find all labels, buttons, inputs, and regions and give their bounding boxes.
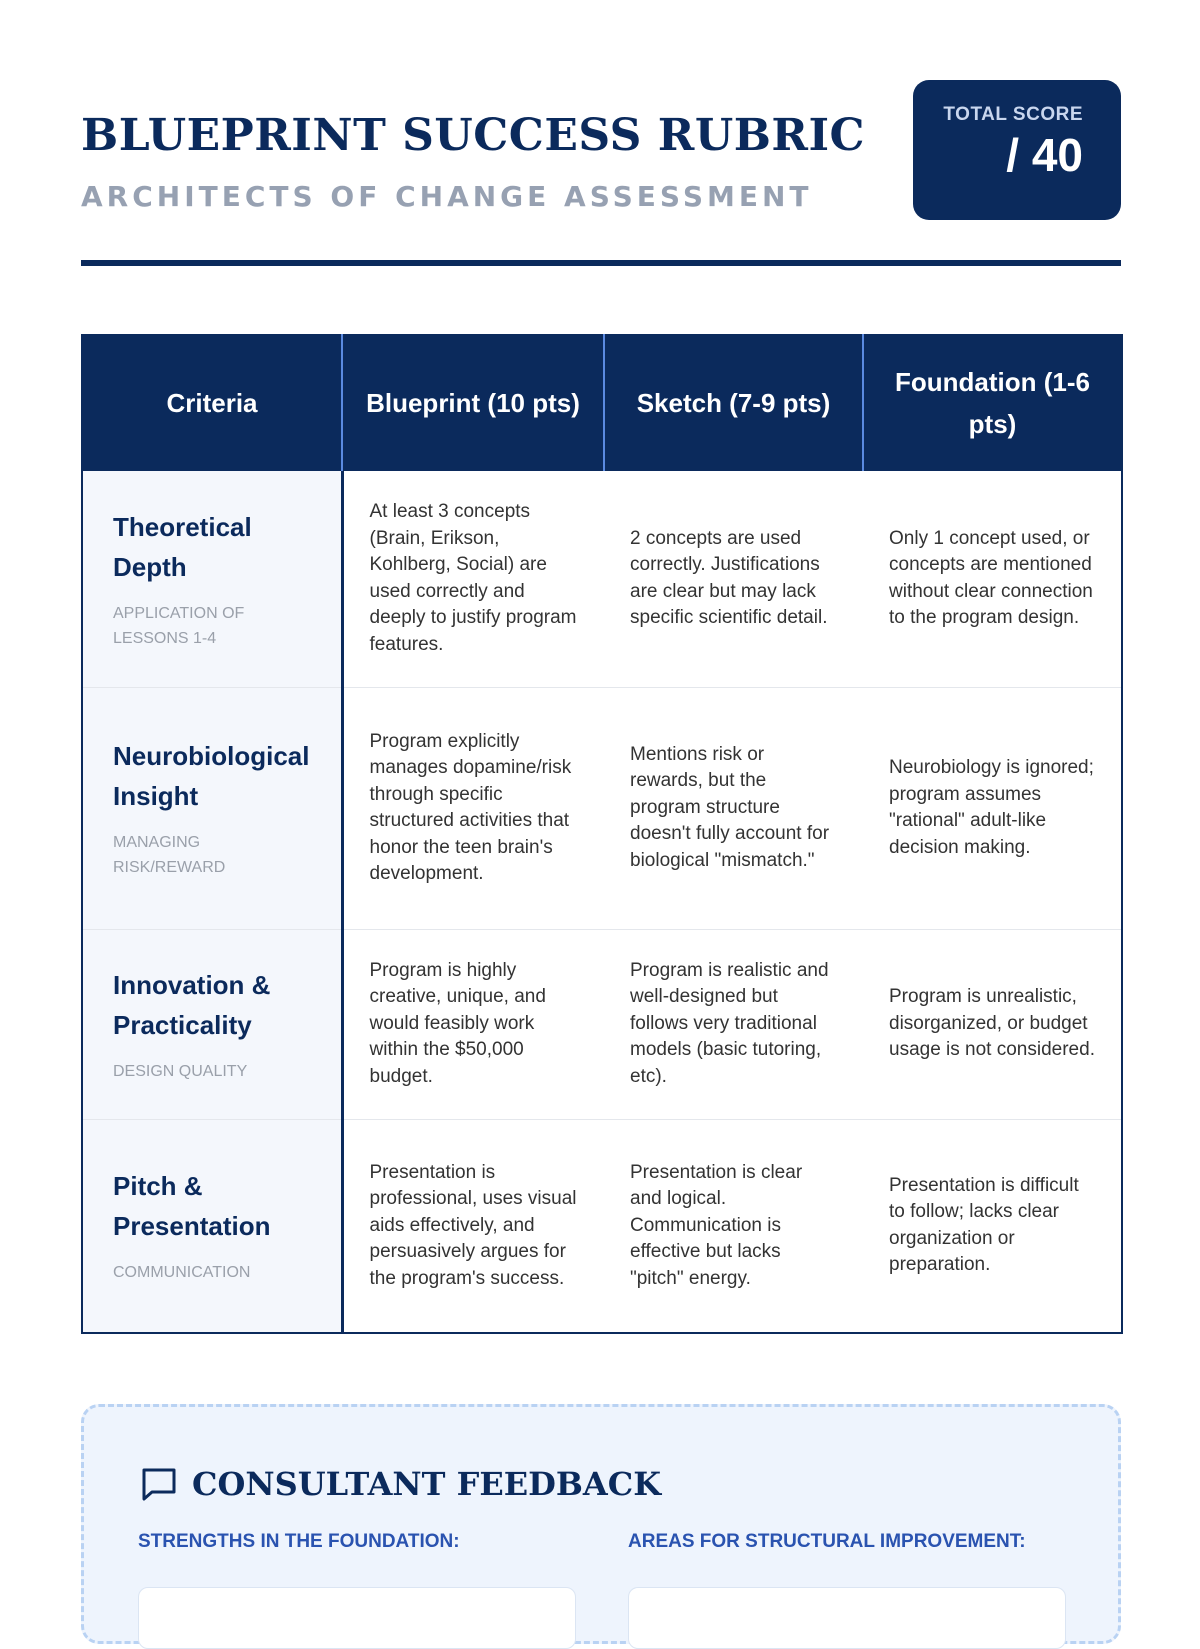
criteria-subtitle: APPLICATION OF LESSONS 1-4 [113,604,245,647]
table-row [82,929,1122,1119]
rubric-table [81,334,1123,1334]
header-blueprint: Blueprint (10 pts) [342,335,604,471]
rubric-page [81,0,1121,1552]
feedback-title: CONSULTANT FEEDBACK [192,1465,661,1503]
criteria-subtitle: COMMUNICATION [113,1264,251,1282]
sketch-cell: Mentions risk or rewards, but the program structure doesn't fully account for biological "mismatch." [604,687,863,929]
criteria-title: Neurobiological Insight [113,741,310,811]
strengths-label: STRENGTHS IN THE FOUNDATION: [138,1531,460,1552]
total-score-box [913,80,1121,220]
foundation-cell: Neurobiology is ignored; program assumes "rational" adult-like decision making. [863,687,1122,929]
blueprint-cell: Program explicitly manages dopamine/risk through specific structured activities that honor the teen brain's development. [342,687,604,929]
sketch-cell: Program is realistic and well-designed but follows very traditional models (basic tutoring, etc). [604,929,863,1119]
criteria-cell [82,929,342,1119]
table-header-row [82,335,1122,471]
table-row [82,687,1122,929]
table-row [82,1119,1122,1333]
header-foundation: Foundation (1-6 pts) [863,335,1122,471]
strengths-input-area[interactable] [138,1587,576,1649]
header-sketch: Sketch (7-9 pts) [604,335,863,471]
criteria-title: Pitch & Presentation [113,1171,271,1242]
page-title: BLUEPRINT SUCCESS RUBRIC [81,110,866,161]
criteria-title: Theoretical Depth [113,511,252,582]
foundation-cell: Presentation is difficult to follow; lacks clear organization or preparation. [889,1174,1079,1276]
criteria-subtitle: DESIGN QUALITY [113,1062,248,1080]
consultant-feedback-panel [81,1404,1121,1644]
speech-bubble-icon [140,1466,178,1502]
sketch-cell: Presentation is clear and logical. Communication is effective but lacks "pitch" energy. [630,1161,803,1289]
header-divider [81,260,1121,266]
improvements-input-area[interactable] [628,1587,1066,1649]
criteria-cell [82,471,342,687]
table-row [82,471,1122,687]
criteria-cell [82,1119,342,1333]
total-score-label: TOTAL SCORE [943,104,1083,125]
total-score-value: / 40 [1006,129,1083,181]
blueprint-cell: Program is highly creative, unique, and would feasibly work within the $50,000 budget. [342,929,604,1119]
criteria-cell [82,687,342,929]
sketch-cell: 2 concepts are used correctly. Justifications are clear but may lack specific scientific detail. [604,471,863,687]
blueprint-cell: At least 3 concepts (Brain, Erikson, Kohlberg, Social) are used correctly and deeply to justify program features. [342,471,604,687]
header-criteria: Criteria [82,335,342,471]
page-header [81,0,1121,270]
improvements-label: AREAS FOR STRUCTURAL IMPROVEMENT: [628,1531,1026,1552]
criteria-title: Innovation & Practicality [113,969,271,1040]
criteria-subtitle: MANAGING RISK/REWARD [113,834,226,876]
foundation-cell: Program is unrealistic, disorganized, or budget usage is not considered. [863,929,1122,1119]
foundation-cell: Only 1 concept used, or concepts are mentioned without clear connection to the program design. [863,471,1122,687]
page-subtitle: ARCHITECTS OF CHANGE ASSESSMENT [81,180,813,213]
blueprint-cell: Presentation is professional, uses visual aids effectively, and persuasively argues for the program's success. [369,1161,577,1289]
feedback-heading [140,1465,661,1503]
